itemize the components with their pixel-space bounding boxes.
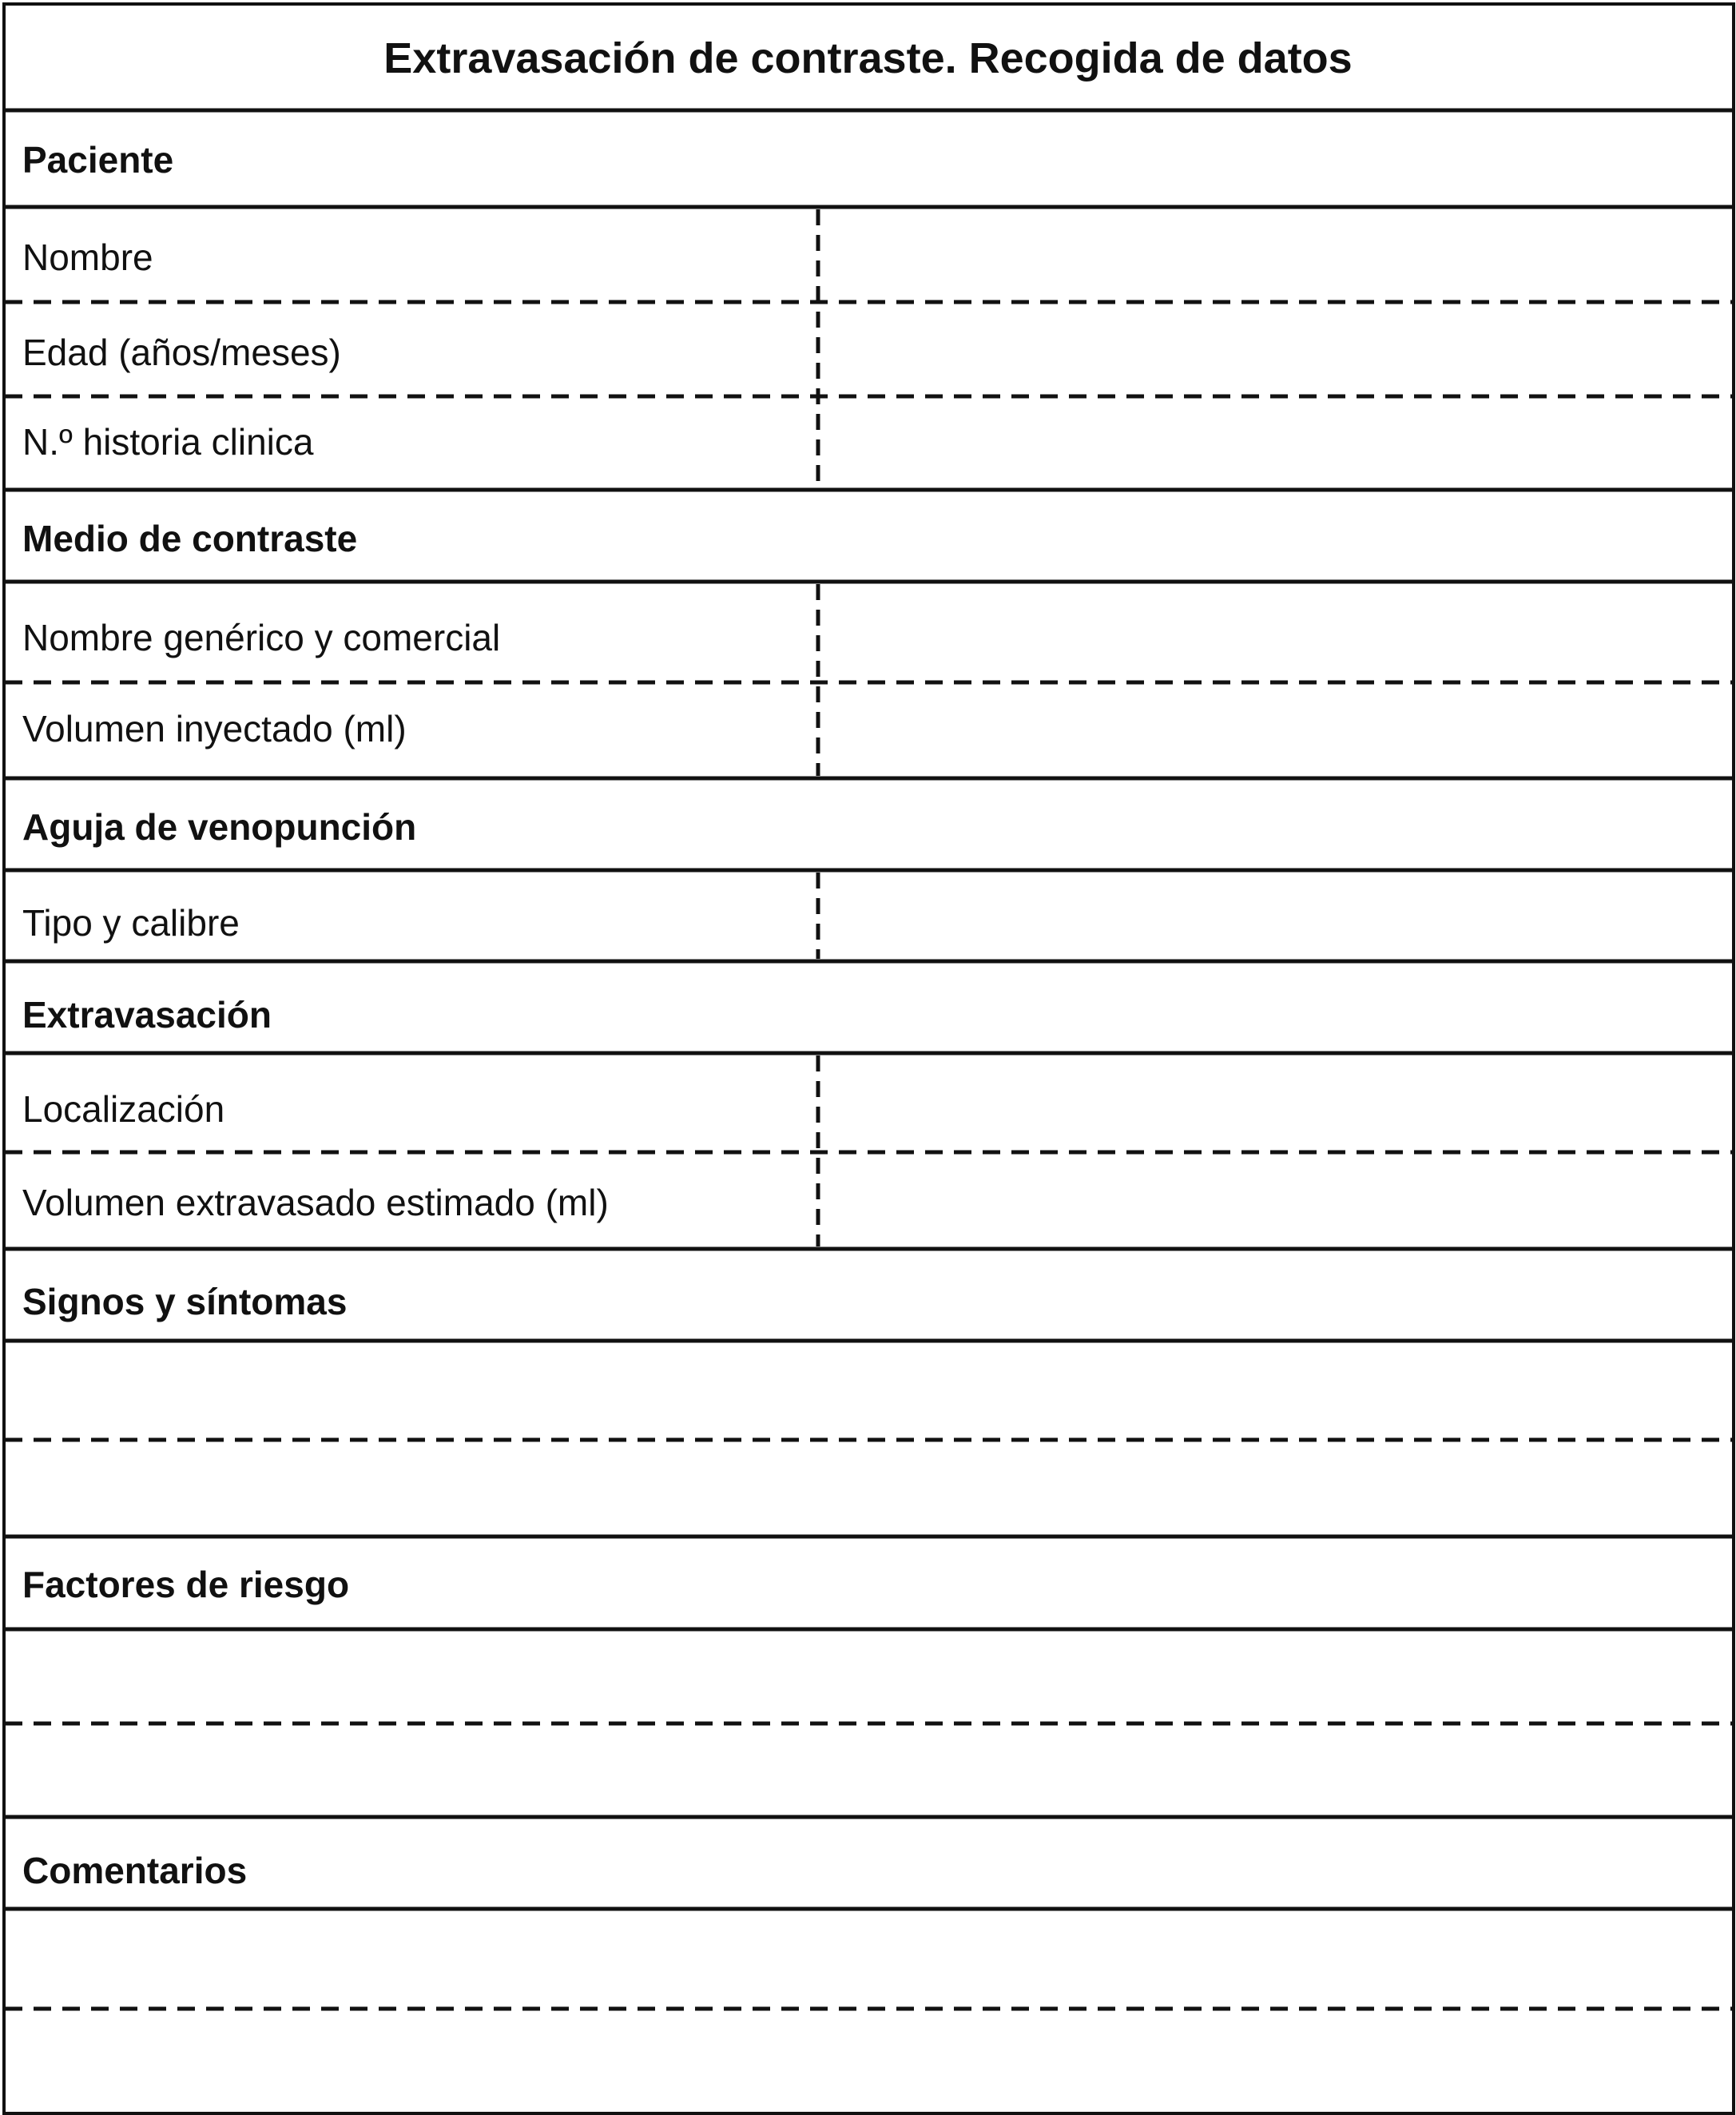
section-title-aguja: Aguja de venopunción <box>22 806 417 848</box>
field-label-volumen-extravasado: Volumen extravasado estimado (ml) <box>22 1182 609 1223</box>
section-title-medio-contraste: Medio de contraste <box>22 518 358 559</box>
field-label-historia-clinica: N.º historia clinica <box>22 421 314 463</box>
section-title-extravasacion: Extravasación <box>22 994 272 1036</box>
form-title: Extravasación de contraste. Recogida de datos <box>383 34 1353 82</box>
field-label-edad: Edad (años/meses) <box>22 332 341 373</box>
field-label-tipo-calibre: Tipo y calibre <box>22 902 240 944</box>
field-label-nombre: Nombre <box>22 237 153 278</box>
section-title-factores-riesgo: Factores de riesgo <box>22 1564 350 1605</box>
field-label-nombre-generico: Nombre genérico y comercial <box>22 617 501 658</box>
field-label-localizacion: Localización <box>22 1088 225 1130</box>
field-label-volumen-inyectado: Volumen inyectado (ml) <box>22 708 407 749</box>
section-title-comentarios: Comentarios <box>22 1850 248 1891</box>
section-title-signos-sintomas: Signos y síntomas <box>22 1281 348 1322</box>
section-title-paciente: Paciente <box>22 139 174 181</box>
